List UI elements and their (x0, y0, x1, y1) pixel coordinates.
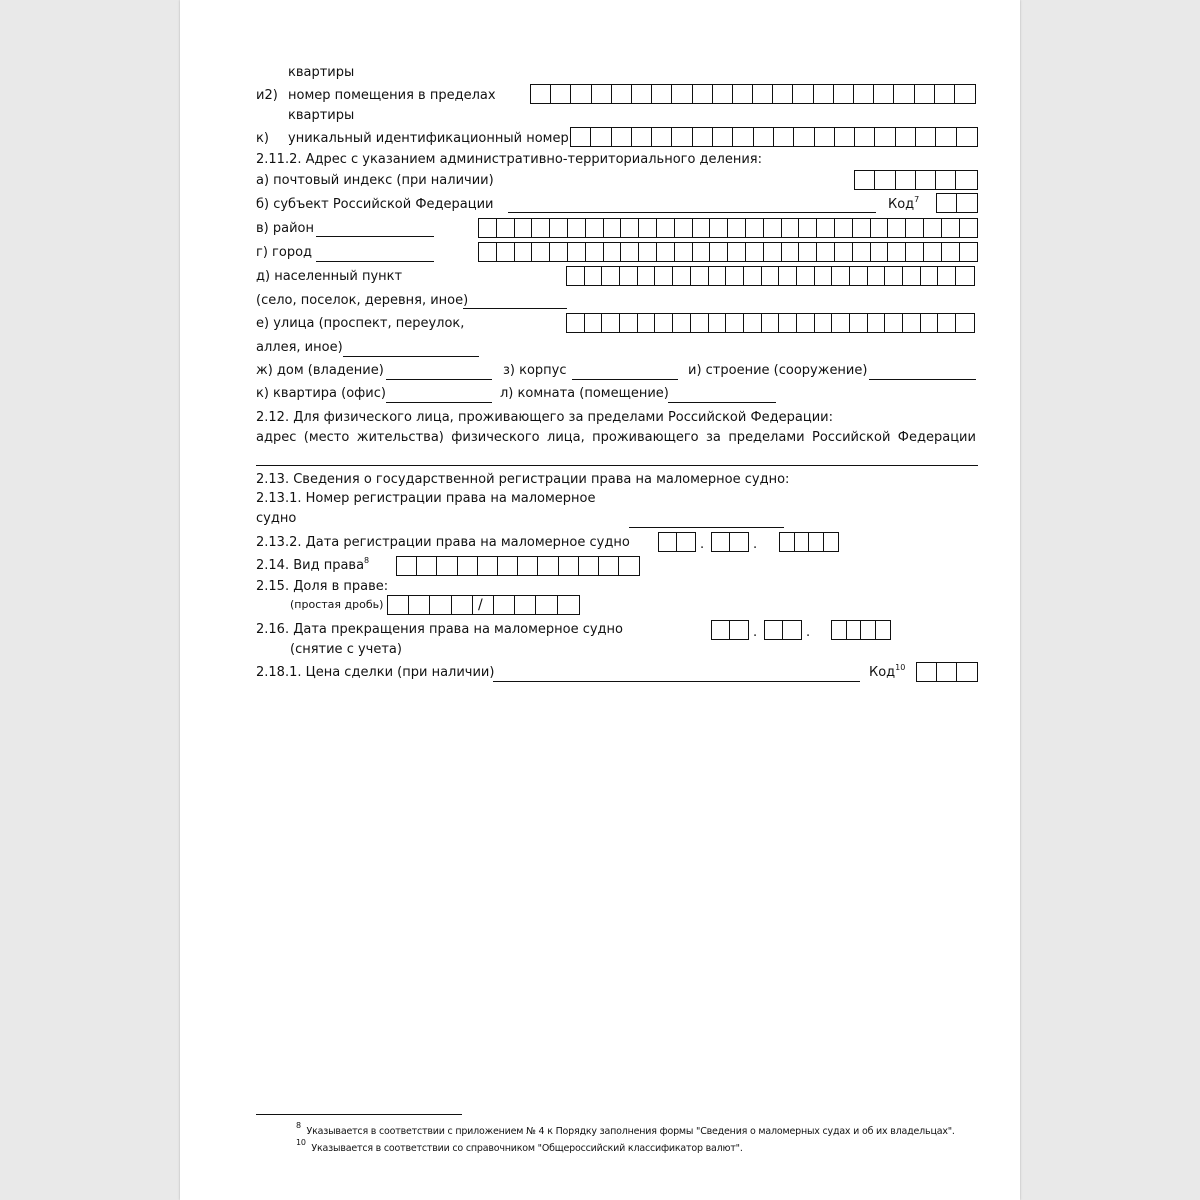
entry-cell[interactable] (874, 85, 894, 103)
entry-cell[interactable] (586, 243, 604, 261)
entry-cell[interactable] (942, 219, 960, 237)
entry-cell[interactable] (709, 314, 727, 332)
postal-index-cells[interactable] (854, 170, 978, 190)
entry-cell[interactable] (924, 243, 942, 261)
city-cells[interactable] (478, 242, 978, 262)
entry-cell[interactable] (835, 128, 855, 146)
entry-cell[interactable] (619, 557, 639, 575)
i2-text: номер помещения в пределах (288, 88, 496, 103)
entry-cell[interactable] (728, 243, 746, 261)
entry-cell[interactable] (551, 85, 571, 103)
entry-cell[interactable] (754, 128, 774, 146)
entry-cell[interactable] (710, 219, 728, 237)
entry-cell[interactable] (957, 194, 977, 212)
section-2-11-2-heading: 2.11.2. Адрес с указанием административно-территориального деления: (256, 152, 763, 167)
street-label-2: аллея, иное) (256, 340, 343, 355)
entry-cell[interactable] (673, 314, 691, 332)
apartment-line[interactable] (386, 402, 492, 403)
entry-cell[interactable] (621, 219, 639, 237)
right-type-label: 2.14. Вид права$^8$ (256, 556, 370, 573)
entry-cell[interactable] (612, 85, 632, 103)
entry-cell[interactable] (888, 219, 906, 237)
share-slash: / (478, 597, 483, 613)
entry-cell[interactable] (652, 85, 672, 103)
entry-cell[interactable] (585, 267, 603, 285)
building-label: и) строение (сооружение) (688, 363, 868, 378)
settlement-label: д) населенный пункт (256, 269, 403, 284)
entry-cell[interactable] (774, 128, 794, 146)
unique-id-cells[interactable] (570, 127, 978, 147)
entry-cell[interactable] (730, 621, 748, 639)
reg-date-month-cells[interactable] (711, 532, 749, 552)
entry-cell[interactable] (571, 85, 591, 103)
entry-cell[interactable] (538, 557, 558, 575)
street-line[interactable] (343, 356, 479, 357)
room-label: л) комната (помещение) (500, 386, 669, 401)
section-2-12-heading: 2.12. Для физического лица, проживающего за пределами Российской Федерации: (256, 410, 833, 425)
entry-cell[interactable] (409, 596, 430, 614)
entry-cell[interactable] (621, 243, 639, 261)
footnote-10: $^{10}$ Указывается в соответствии со справочником "Общероссийский классификатор валют". (296, 1138, 743, 1154)
entry-cell[interactable] (397, 557, 417, 575)
entry-cell[interactable] (518, 557, 538, 575)
entry-cell[interactable] (744, 314, 762, 332)
entry-cell[interactable] (515, 243, 533, 261)
entry-cell[interactable] (497, 219, 515, 237)
entry-cell[interactable] (497, 243, 515, 261)
settlement-line[interactable] (463, 308, 567, 309)
entry-cell[interactable] (479, 219, 497, 237)
entry-cell[interactable] (473, 596, 494, 614)
i2-text-2: квартиры (288, 108, 355, 123)
entry-cell[interactable] (936, 128, 956, 146)
entry-cell[interactable] (515, 219, 533, 237)
entry-cell[interactable] (657, 219, 675, 237)
right-type-cells[interactable] (396, 556, 640, 576)
entry-cell[interactable] (885, 314, 903, 332)
k-label: к) (256, 131, 269, 146)
entry-cell[interactable] (672, 85, 692, 103)
entry-cell[interactable] (960, 243, 978, 261)
entry-cell[interactable] (726, 267, 744, 285)
entry-cell[interactable] (693, 243, 711, 261)
reg-date-day-cells[interactable] (658, 532, 696, 552)
entry-cell[interactable] (956, 171, 976, 189)
entry-cell[interactable] (536, 596, 557, 614)
entry-cell[interactable] (956, 267, 974, 285)
entry-cell[interactable] (937, 663, 957, 681)
entry-cell[interactable] (782, 243, 800, 261)
entry-cell[interactable] (691, 314, 709, 332)
entry-cell[interactable] (762, 314, 780, 332)
house-line[interactable] (386, 379, 492, 380)
entry-cell[interactable] (730, 533, 748, 551)
city-line[interactable] (316, 261, 434, 262)
entry-cell[interactable] (586, 219, 604, 237)
entry-cell[interactable] (824, 533, 839, 551)
entry-cell[interactable] (937, 194, 957, 212)
entry-cell[interactable] (868, 314, 886, 332)
entry-cell[interactable] (854, 85, 874, 103)
entry-cell[interactable] (832, 314, 850, 332)
entry-cell[interactable] (850, 314, 868, 332)
entry-cell[interactable] (917, 663, 937, 681)
entry-cell[interactable] (871, 243, 889, 261)
entry-cell[interactable] (568, 243, 586, 261)
entry-cell[interactable] (960, 219, 978, 237)
entry-cell[interactable] (710, 243, 728, 261)
share-cells[interactable] (387, 595, 580, 615)
entry-cell[interactable] (903, 267, 921, 285)
entry-cell[interactable] (659, 533, 677, 551)
apartment-label: к) квартира (офис) (256, 386, 386, 401)
entry-cell[interactable] (817, 243, 835, 261)
entry-cell[interactable] (591, 128, 611, 146)
entry-cell[interactable] (855, 128, 875, 146)
entry-cell[interactable] (921, 314, 939, 332)
entry-cell[interactable] (903, 314, 921, 332)
entry-cell[interactable] (612, 128, 632, 146)
entry-cell[interactable] (602, 267, 620, 285)
entry-cell[interactable] (936, 171, 956, 189)
entry-cell[interactable] (783, 621, 801, 639)
entry-cell[interactable] (691, 267, 709, 285)
room-line[interactable] (668, 402, 776, 403)
reg-number-label-2: судно (256, 511, 297, 526)
district-line[interactable] (316, 236, 434, 237)
entry-cell[interactable] (957, 663, 977, 681)
building-line[interactable] (869, 379, 976, 380)
entry-cell[interactable] (938, 267, 956, 285)
entry-cell[interactable] (693, 128, 713, 146)
entry-cell[interactable] (620, 267, 638, 285)
entry-cell[interactable] (955, 85, 975, 103)
entry-cell[interactable] (713, 85, 733, 103)
entry-cell[interactable] (430, 596, 451, 614)
i2-label: и2) (256, 88, 278, 103)
entry-cell[interactable] (764, 219, 782, 237)
entry-cell[interactable] (559, 557, 579, 575)
entry-cell[interactable] (478, 557, 498, 575)
entry-cell[interactable] (847, 621, 862, 639)
district-cells[interactable] (478, 218, 978, 238)
document-page (180, 0, 1020, 1200)
entry-cell[interactable] (558, 596, 579, 614)
entry-cell[interactable] (479, 243, 497, 261)
entry-cell[interactable] (532, 243, 550, 261)
entry-cell[interactable] (452, 596, 473, 614)
entry-cell[interactable] (795, 533, 810, 551)
entry-cell[interactable] (782, 219, 800, 237)
entry-cell[interactable] (765, 621, 783, 639)
entry-cell[interactable] (693, 85, 713, 103)
entry-cell[interactable] (655, 267, 673, 285)
reg-number-line[interactable] (629, 527, 784, 528)
entry-cell[interactable] (906, 219, 924, 237)
entry-cell[interactable] (604, 243, 622, 261)
entry-cell[interactable] (672, 128, 692, 146)
entry-cell[interactable] (871, 219, 889, 237)
entry-cell[interactable] (579, 557, 599, 575)
entry-cell[interactable] (458, 557, 478, 575)
entry-cell[interactable] (437, 557, 457, 575)
footnote-8: $^8$ Указывается в соответствии с приложением № 4 к Порядку заполнения формы "Сведения о маломерных судах и об их владельцах". (296, 1121, 955, 1137)
entry-cell[interactable] (915, 85, 935, 103)
entry-cell[interactable] (571, 128, 591, 146)
entry-cell[interactable] (532, 219, 550, 237)
entry-cell[interactable] (655, 314, 673, 332)
street-cells[interactable] (566, 313, 975, 333)
entry-cell[interactable] (835, 219, 853, 237)
subject-kod-cells[interactable] (936, 193, 978, 213)
house-label: ж) дом (владение) (256, 363, 384, 378)
entry-cell[interactable] (861, 621, 876, 639)
entry-cell[interactable] (832, 267, 850, 285)
entry-cell[interactable] (916, 128, 936, 146)
entry-cell[interactable] (956, 314, 974, 332)
deal-price-line[interactable] (493, 681, 860, 682)
entry-cell[interactable] (885, 267, 903, 285)
entry-cell[interactable] (797, 314, 815, 332)
entry-cell[interactable] (675, 243, 693, 261)
termination-dot-2: . (806, 625, 811, 640)
deal-price-label: 2.18.1. Цена сделки (при наличии) (256, 665, 495, 680)
entry-cell[interactable] (764, 243, 782, 261)
street-label: е) улица (проспект, переулок, (256, 316, 465, 331)
entry-cell[interactable] (868, 267, 886, 285)
entry-cell[interactable] (602, 314, 620, 332)
settlement-label-2: (село, поселок, деревня, иное) (256, 293, 469, 308)
reg-date-year-cells[interactable] (779, 532, 839, 552)
entry-cell[interactable] (855, 171, 875, 189)
entry-cell[interactable] (677, 533, 695, 551)
entry-cell[interactable] (746, 219, 764, 237)
entry-cell[interactable] (799, 243, 817, 261)
entry-cell[interactable] (599, 557, 619, 575)
district-label: в) район (256, 221, 314, 236)
entry-cell[interactable] (638, 314, 656, 332)
korpus-label: з) корпус (503, 363, 567, 378)
entry-cell[interactable] (585, 314, 603, 332)
settlement-cells[interactable] (566, 266, 975, 286)
entry-cell[interactable] (638, 267, 656, 285)
entry-cell[interactable] (794, 128, 814, 146)
entry-cell[interactable] (916, 171, 936, 189)
entry-cell[interactable] (709, 267, 727, 285)
entry-cell[interactable] (876, 621, 891, 639)
entry-cell[interactable] (550, 243, 568, 261)
entry-cell[interactable] (875, 171, 895, 189)
termination-dot-1: . (753, 625, 758, 640)
entry-cell[interactable] (657, 243, 675, 261)
entry-cell[interactable] (935, 85, 955, 103)
foreign-address-label: адрес (место жительства) физического лица, проживающего за пределами Российской Федерации (256, 430, 976, 445)
entry-cell[interactable] (746, 243, 764, 261)
entry-cell[interactable] (906, 243, 924, 261)
termination-date-hint: (снятие с учета) (290, 642, 402, 657)
termination-date-label: 2.16. Дата прекращения права на маломерное судно (256, 622, 624, 637)
entry-cell[interactable] (604, 219, 622, 237)
entry-cell[interactable] (550, 219, 568, 237)
entry-cell[interactable] (809, 533, 824, 551)
entry-cell[interactable] (652, 128, 672, 146)
entry-cell[interactable] (728, 219, 746, 237)
termination-day-cells[interactable] (711, 620, 749, 640)
k-text: уникальный идентификационный номер (288, 131, 569, 146)
entry-cell[interactable] (531, 85, 551, 103)
entry-cell[interactable] (834, 85, 854, 103)
entry-cell[interactable] (494, 596, 515, 614)
korpus-line[interactable] (572, 379, 678, 380)
subject-kod-label: Код$^7$ (888, 195, 920, 212)
entry-cell[interactable] (639, 219, 657, 237)
entry-cell[interactable] (815, 314, 833, 332)
foreign-address-line[interactable] (256, 465, 978, 466)
entry-cell[interactable] (853, 243, 871, 261)
termination-month-cells[interactable] (764, 620, 802, 640)
entry-cell[interactable] (853, 219, 871, 237)
entry-cell[interactable] (568, 219, 586, 237)
entry-cell[interactable] (875, 128, 895, 146)
entry-cell[interactable] (799, 219, 817, 237)
entry-cell[interactable] (726, 314, 744, 332)
entry-cell[interactable] (894, 85, 914, 103)
entry-cell[interactable] (814, 85, 834, 103)
entry-cell[interactable] (832, 621, 847, 639)
entry-cell[interactable] (835, 243, 853, 261)
share-label: 2.15. Доля в праве: (256, 579, 389, 594)
entry-cell[interactable] (712, 533, 730, 551)
entry-cell[interactable] (797, 267, 815, 285)
subject-line[interactable] (508, 212, 876, 213)
footnote-divider (256, 1114, 462, 1115)
entry-cell[interactable] (938, 314, 956, 332)
entry-cell[interactable] (733, 128, 753, 146)
entry-cell[interactable] (713, 128, 733, 146)
entry-cell[interactable] (567, 267, 585, 285)
entry-cell[interactable] (388, 596, 409, 614)
entry-cell[interactable] (921, 267, 939, 285)
postal-index-label: а) почтовый индекс (при наличии) (256, 173, 494, 188)
i2-room-number-cells[interactable] (530, 84, 976, 104)
entry-cell[interactable] (815, 128, 835, 146)
entry-cell[interactable] (632, 85, 652, 103)
entry-cell[interactable] (592, 85, 612, 103)
subject-label: б) субъект Российской Федерации (256, 197, 494, 212)
entry-cell[interactable] (817, 219, 835, 237)
reg-number-label: 2.13.1. Номер регистрации права на маломерное (256, 491, 596, 506)
entry-cell[interactable] (753, 85, 773, 103)
entry-cell[interactable] (762, 267, 780, 285)
currency-kod-label: Код$^{10}$ (869, 663, 906, 680)
entry-cell[interactable] (712, 621, 730, 639)
entry-cell[interactable] (896, 128, 916, 146)
entry-cell[interactable] (733, 85, 753, 103)
entry-cell[interactable] (498, 557, 518, 575)
share-hint: (простая дробь) (290, 598, 384, 611)
entry-cell[interactable] (850, 267, 868, 285)
entry-cell[interactable] (417, 557, 437, 575)
i2-continuation: квартиры (288, 65, 355, 80)
entry-cell[interactable] (567, 314, 585, 332)
entry-cell[interactable] (632, 128, 652, 146)
termination-year-cells[interactable] (831, 620, 891, 640)
section-2-13-heading: 2.13. Сведения о государственной регистрации права на маломерное судно: (256, 472, 790, 487)
entry-cell[interactable] (793, 85, 813, 103)
entry-cell[interactable] (888, 243, 906, 261)
reg-date-dot-2: . (753, 537, 758, 552)
entry-cell[interactable] (673, 267, 691, 285)
entry-cell[interactable] (780, 533, 795, 551)
entry-cell[interactable] (515, 596, 536, 614)
entry-cell[interactable] (639, 243, 657, 261)
entry-cell[interactable] (620, 314, 638, 332)
entry-cell[interactable] (693, 219, 711, 237)
city-label: г) город (256, 245, 313, 260)
reg-date-label: 2.13.2. Дата регистрации права на маломерное судно (256, 535, 630, 550)
entry-cell[interactable] (942, 243, 960, 261)
entry-cell[interactable] (675, 219, 693, 237)
entry-cell[interactable] (773, 85, 793, 103)
entry-cell[interactable] (896, 171, 916, 189)
currency-kod-cells[interactable] (916, 662, 978, 682)
entry-cell[interactable] (957, 128, 977, 146)
entry-cell[interactable] (744, 267, 762, 285)
entry-cell[interactable] (779, 267, 797, 285)
entry-cell[interactable] (924, 219, 942, 237)
entry-cell[interactable] (815, 267, 833, 285)
entry-cell[interactable] (779, 314, 797, 332)
reg-date-dot-1: . (700, 537, 705, 552)
